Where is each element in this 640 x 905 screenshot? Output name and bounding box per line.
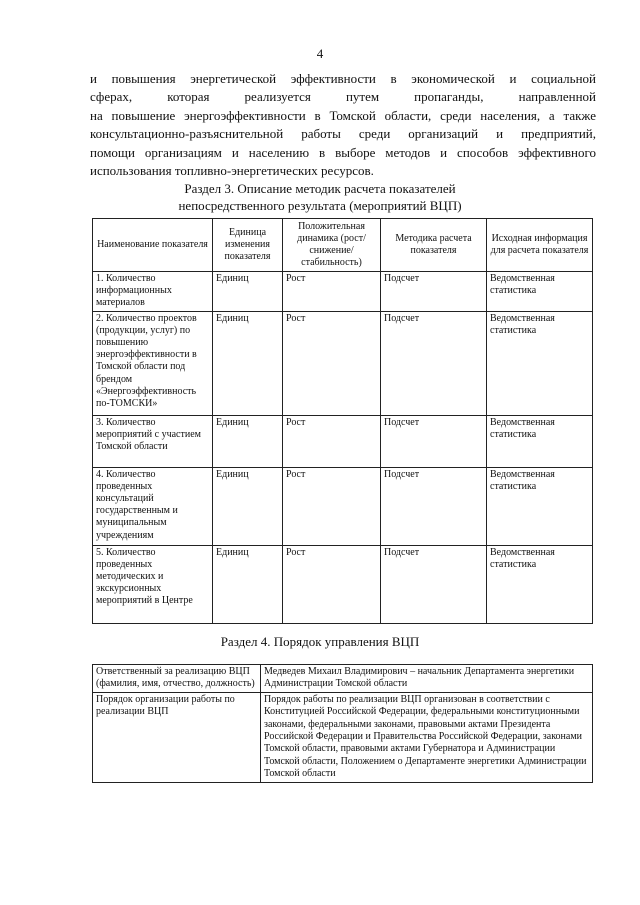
management-label: Порядок организации работы по реализации ВЦП [93,692,261,782]
intro-line: сферах, которая реализуется путем пропаганды, направленной [90,89,596,105]
indicator-unit: Единиц [213,545,283,623]
indicator-method: Подсчет [381,545,487,623]
indicator-unit: Единиц [213,467,283,545]
header-trend: Положительная динамика (рост/снижение/ стабильность) [283,219,381,272]
indicator-source: Ведомственная статистика [487,467,593,545]
header-unit: Единица изменения показателя [213,219,283,272]
indicator-unit: Единиц [213,272,283,312]
indicator-method: Подсчет [381,311,487,415]
indicator-name: 4. Количество проведенных консультаций государственным и муниципальным учреждениям [93,467,213,545]
indicator-source: Ведомственная статистика [487,272,593,312]
header-source: Исходная информация для расчета показателя [487,219,593,272]
table-header-row [93,219,593,272]
header-method: Методика расчета показателя [381,219,487,272]
indicator-name: 3. Количество мероприятий с участием Томской области [93,415,213,467]
management-label: Ответственный за реализацию ВЦП (фамилия, имя, отчество, должность) [93,665,261,693]
intro-line: консультационно-разъяснительной работы среди организаций и предприятий, [90,126,596,142]
table-row [93,272,593,312]
indicator-unit: Единиц [213,415,283,467]
indicator-trend: Рост [283,272,381,312]
intro-line: помощи организациям и населению в выборе методов и способов эффективного [90,144,596,160]
section3-title-line: непосредственного результата (мероприятий ВЦП) [178,198,462,213]
indicator-name: 5. Количество проведенных методических и экскурсионных мероприятий в Центре [93,545,213,623]
indicator-source: Ведомственная статистика [487,545,593,623]
indicator-trend: Рост [283,545,381,623]
table-row [93,415,593,467]
indicator-trend: Рост [283,415,381,467]
indicator-name: 2. Количество проектов (продукции, услуг) по повышению энергоэффективности в Томской области под брендом «Энергоэффективность по-ТОМСКИ» [93,311,213,415]
header-indicator-name: Наименование показателя [93,219,213,272]
indicator-trend: Рост [283,467,381,545]
page-number: 4 [316,46,324,61]
table-row [93,692,593,782]
indicator-method: Подсчет [381,415,487,467]
management-table [92,664,593,783]
intro-line: использования топливно-энергетических ресурсов. [90,162,374,178]
intro-paragraph [90,70,596,180]
intro-line: и повышения энергетической эффективности в экономической и социальной [90,71,596,86]
table-row [93,665,593,693]
indicator-source: Ведомственная статистика [487,415,593,467]
table-row [93,311,593,415]
section3-title-line: Раздел 3. Описание методик расчета показателей [184,181,456,196]
indicator-method: Подсчет [381,272,487,312]
indicators-table [92,218,593,624]
table-row [93,545,593,623]
management-value: Порядок работы по реализации ВЦП организован в соответствии с Конституцией Российской Федерации, федеральными конституционными законами, федеральными законами, правовыми актами Президента Российской Федерации и Правительства Российской Федерации, законами Томской области, правовыми актами Губернатора и Администрации Томской области, Положением о Департаменте энергетики Администрации Томской области [261,692,593,782]
indicator-source: Ведомственная статистика [487,311,593,415]
section3-title [0,180,640,214]
management-value: Медведев Михаил Владимирович – начальник Департамента энергетики Администрации Томской области [261,665,593,693]
indicator-unit: Единиц [213,311,283,415]
indicator-name: 1. Количество информационных материалов [93,272,213,312]
table-row [93,467,593,545]
section4-title: Раздел 4. Порядок управления ВЦП [220,634,420,649]
indicator-trend: Рост [283,311,381,415]
indicator-method: Подсчет [381,467,487,545]
intro-line: на повышение энергоэффективности в Томской области, среди населения, а также [90,107,596,123]
